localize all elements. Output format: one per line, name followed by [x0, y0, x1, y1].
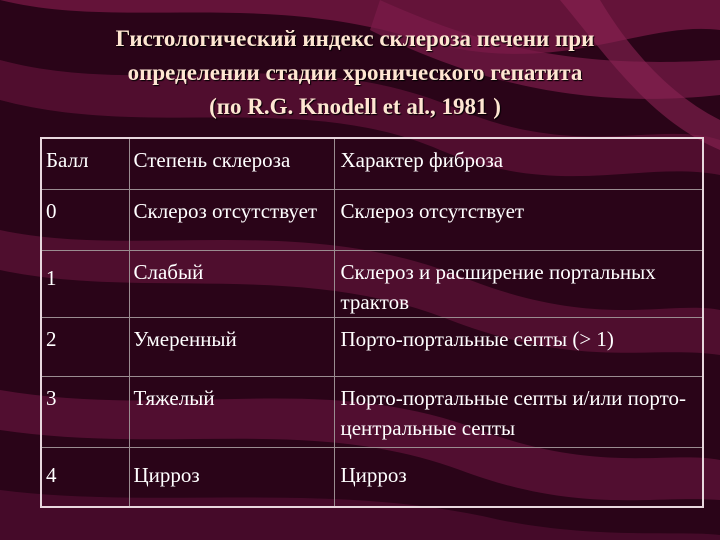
cell-fibrosis: Порто-портальные септы (> 1): [334, 318, 703, 377]
cell-degree: Цирроз: [129, 448, 334, 508]
cell-score: 1: [41, 251, 129, 318]
slide-title: [20, 22, 690, 124]
table-row: [41, 448, 703, 508]
sclerosis-index-table: [40, 137, 704, 508]
title-line-3: (по R.G. Knodell et al., 1981 ): [209, 94, 501, 119]
header-score: Балл: [41, 138, 129, 190]
cell-fibrosis: Склероз и расширение портальных трактов: [334, 251, 703, 318]
cell-degree: Слабый: [129, 251, 334, 318]
header-fibrosis-type: Характер фиброза: [334, 138, 703, 190]
table-row: [41, 190, 703, 251]
cell-score: 2: [41, 318, 129, 377]
title-line-1: Гистологический индекс склероза печени при: [115, 26, 595, 51]
cell-score: 3: [41, 377, 129, 448]
table-header-row: [41, 138, 703, 190]
cell-degree: Склероз отсутствует: [129, 190, 334, 251]
table-row: [41, 318, 703, 377]
cell-degree: Умеренный: [129, 318, 334, 377]
table-row: [41, 251, 703, 318]
cell-degree: Тяжелый: [129, 377, 334, 448]
cell-score: 0: [41, 190, 129, 251]
cell-fibrosis: Порто-портальные септы и/или порто-центральные септы: [334, 377, 703, 448]
table-row: [41, 377, 703, 448]
title-line-2: определении стадии хронического гепатита: [127, 60, 583, 85]
cell-fibrosis: Цирроз: [334, 448, 703, 508]
header-sclerosis-degree: Степень склероза: [129, 138, 334, 190]
cell-score: 4: [41, 448, 129, 508]
cell-fibrosis: Склероз отсутствует: [334, 190, 703, 251]
